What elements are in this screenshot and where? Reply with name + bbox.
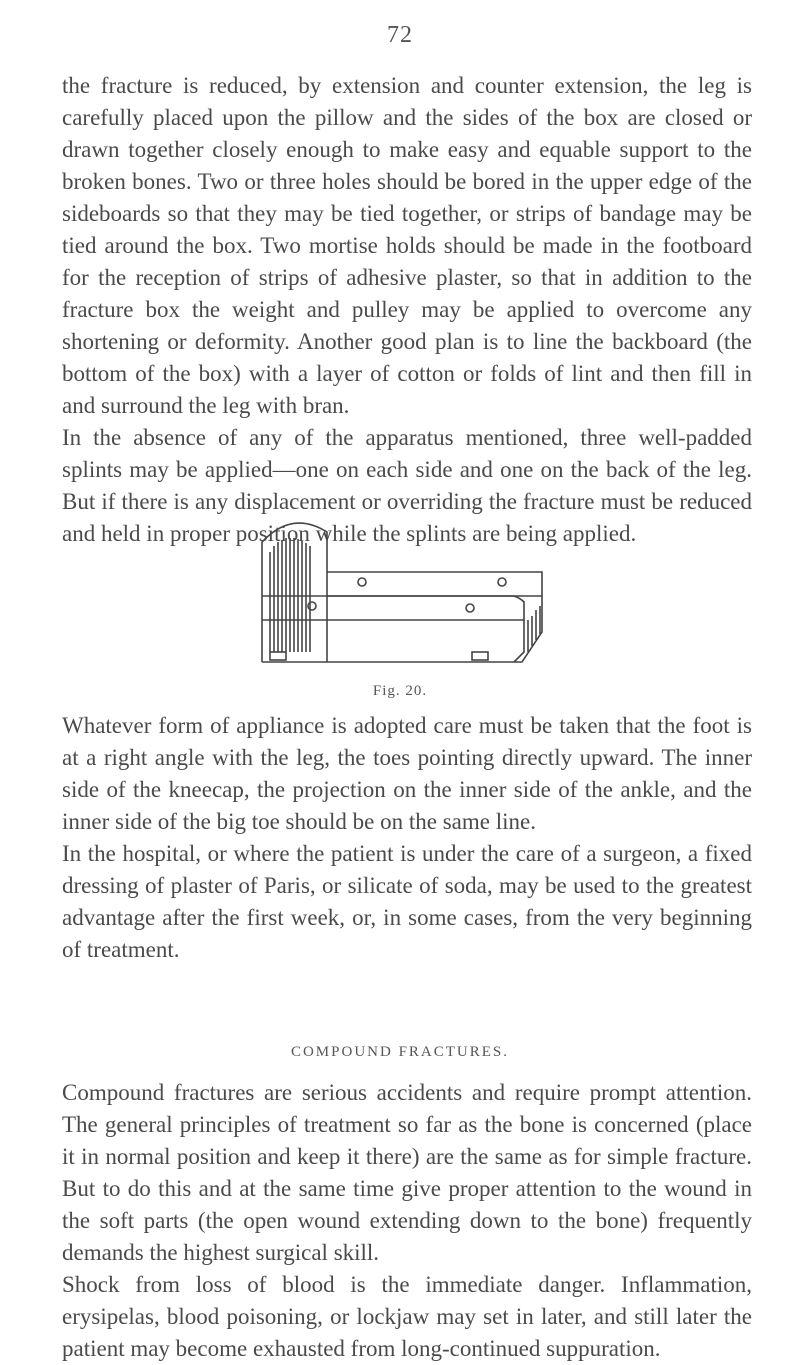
fracture-box-figure [252, 512, 552, 677]
body-text-middle [62, 710, 752, 966]
paragraph-hospital-dressing: In the hospital, or where the patient is under the care of a surgeon, a fixed dressing of plaster of Paris, or silicate of soda, may be used to the greatest advantage after the first week, or, in some cases, from the very beginning of treatment. [62, 841, 752, 962]
body-text-bottom [62, 1077, 752, 1365]
body-text-top [62, 70, 752, 550]
paragraph-compound-fractures: Compound fractures are serious accidents and require prompt attention. The general principles of treatment so far as the bone is concerned (place it in normal position and keep it there) are the same as for simple fracture. But to do this and at the same time give proper attention to the wound in the soft parts (the open wound extending down to the bone) frequently demands the highest surgical skill. [62, 1080, 752, 1265]
page-number: 72 [387, 22, 413, 48]
figure-caption: Fig. 20. [372, 683, 428, 699]
paragraph-fracture-box: the fracture is reduced, by extension and counter extension, the leg is carefully placed upon the pillow and the sides of the box are closed or drawn together closely enough to make easy and equable support to the broken bones. Two or three holes should be bored in the upper edge of the sideboards so that they may be tied together, or strips of bandage may be tied around the box. Two mortise holds should be made in the footboard for the reception of strips of adhesive plaster, so that in addition to the fracture box the weight and pulley may be applied to overcome any shortening or deformity. Another good plan is to line the backboard (the bottom of the box) with a layer of cotton or folds of lint and then fill in and surround the leg with bran. [62, 73, 752, 418]
section-heading: COMPOUND FRACTURES. [290, 1044, 510, 1060]
fracture-box-illustration [252, 512, 552, 677]
paragraph-shock: Shock from loss of blood is the immediate danger. Inflammation, erysipelas, blood poisoning, or lockjaw may set in later, and still later the patient may become exhausted from long-continued suppuration. [62, 1272, 752, 1361]
paragraph-foot-angle: Whatever form of appliance is adopted care must be taken that the foot is at a right angle with the leg, the toes pointing directly upward. The inner side of the kneecap, the projection on the inner side of the ankle, and the inner side of the big toe should be on the same line. [62, 713, 752, 834]
paragraph-splints: In the absence of any of the apparatus mentioned, three well-padded splints may be applied—one on each side and one on the back of the leg. But if there is any displacement or overriding the fracture must be reduced and held in proper position while the splints are being applied. [62, 425, 752, 546]
